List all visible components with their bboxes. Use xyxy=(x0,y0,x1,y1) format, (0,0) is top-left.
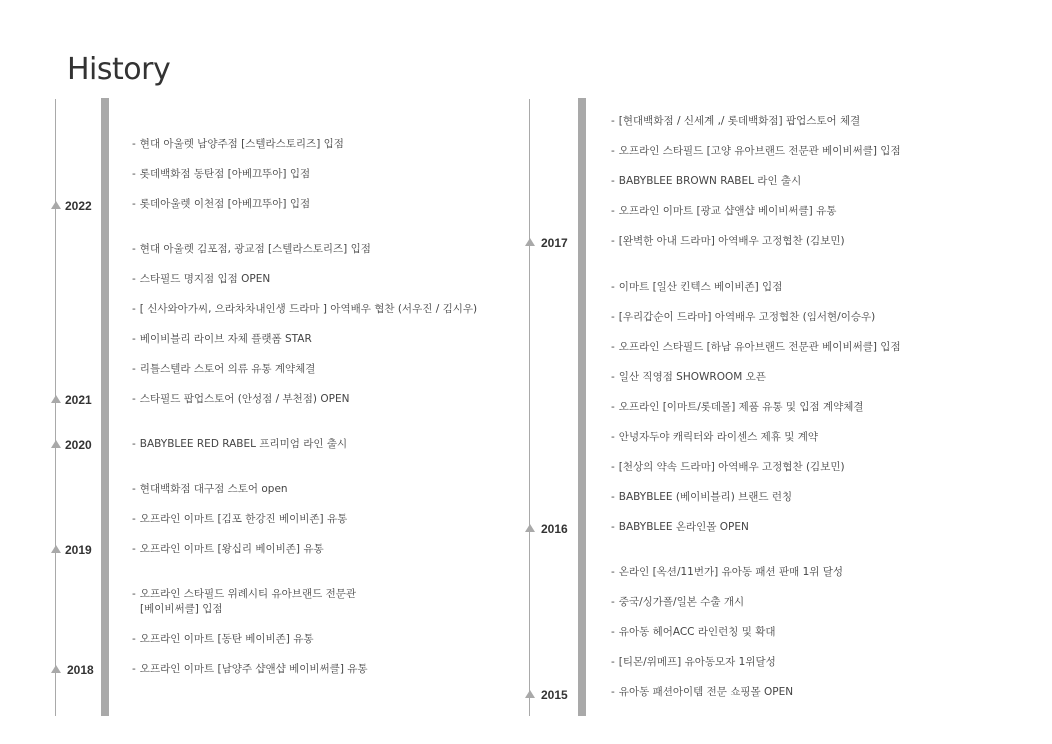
left-timeline-bar xyxy=(101,98,109,716)
year-label-2021: 2021 xyxy=(65,393,92,407)
history-item: - 일산 직영점 SHOWROOM 오픈 xyxy=(611,371,766,383)
history-item: - 베이비블리 라이브 자체 플랫폼 STAR xyxy=(132,333,312,345)
history-item: - 유아동 헤어ACC 라인런칭 및 확대 xyxy=(611,626,776,638)
history-item: - 오프라인 이마트 [김포 한강진 베이비존] 유통 xyxy=(132,513,348,525)
history-item: - 롯데백화점 동탄점 [아베끄뚜아] 입점 xyxy=(132,168,311,180)
history-item: - [ 신사와아가씨, 으라차차내인생 드라마 ] 아역배우 협찬 (서우진 / 김시우) xyxy=(132,303,478,315)
history-item: - BABYBLEE (베이비블리) 브랜드 런칭 xyxy=(611,491,793,503)
history-item: - 오프라인 [이마트/롯데몰] 제품 유통 및 입점 계약체결 xyxy=(611,401,864,413)
history-item: - 오프라인 이마트 [동탄 베이비존] 유통 xyxy=(132,633,314,645)
history-item: - 현대 아울렛 김포점, 광교점 [스텔라스토리즈] 입점 xyxy=(132,243,371,255)
right-timeline-line xyxy=(529,99,530,716)
history-item-continuation: [베이비써클] 입점 xyxy=(140,603,223,615)
year-label-2017: 2017 xyxy=(541,236,568,250)
history-item: - 유아동 패션아이템 전문 쇼핑몰 OPEN xyxy=(611,686,794,698)
year-marker-icon xyxy=(525,524,535,532)
year-label-2019: 2019 xyxy=(65,543,92,557)
year-label-2016: 2016 xyxy=(541,522,568,536)
year-marker-icon xyxy=(51,395,61,403)
year-label-2022: 2022 xyxy=(65,199,92,213)
history-item: - BABYBLEE 온라인몰 OPEN xyxy=(611,521,749,533)
history-item: - [천상의 약속 드라마] 아역배우 고정협찬 (김보민) xyxy=(611,461,845,473)
year-label-2015: 2015 xyxy=(541,688,568,702)
history-item: - 현대백화점 대구점 스토어 open xyxy=(132,483,288,495)
year-marker-icon xyxy=(525,238,535,246)
year-marker-icon xyxy=(525,690,535,698)
history-item: - 이마트 [일산 킨텍스 베이비존] 입점 xyxy=(611,281,783,293)
year-marker-icon xyxy=(51,665,61,673)
history-item: - [완벽한 아내 드라마] 아역배우 고정협찬 (김보민) xyxy=(611,235,845,247)
left-timeline-line xyxy=(55,99,56,716)
page-title: History xyxy=(67,52,171,87)
history-item: - 오프라인 이마트 [광교 샵앤샵 베이비써클] 유통 xyxy=(611,205,837,217)
year-label-2018: 2018 xyxy=(67,663,94,677)
history-item: - 오프라인 스타필드 [고양 유아브랜드 전문관 베이비써클] 입점 xyxy=(611,145,901,157)
history-item: - 오프라인 이마트 [남양주 샵앤샵 베이비써클] 유통 xyxy=(132,663,368,675)
history-item: - [우리갑순이 드라마] 아역배우 고정협찬 (임서현/이승우) xyxy=(611,311,876,323)
history-item: - BABYBLEE BROWN RABEL 라인 출시 xyxy=(611,175,802,187)
history-item: - 중국/싱가폴/일본 수출 개시 xyxy=(611,596,745,608)
year-marker-icon xyxy=(51,201,61,209)
history-item: - [티몬/위메프] 유아동모자 1위달성 xyxy=(611,656,776,668)
year-marker-icon xyxy=(51,545,61,553)
history-item: - 롯데아울렛 이천점 [아베끄뚜아] 입점 xyxy=(132,198,311,210)
right-timeline-bar xyxy=(578,98,586,716)
history-item: - 안녕자두야 캐릭터와 라이센스 제휴 및 계약 xyxy=(611,431,819,443)
history-item: - 현대 아울렛 남양주점 [스텔라스토리즈] 입점 xyxy=(132,138,344,150)
history-item: - 리틀스텔라 스토어 의류 유통 계약체결 xyxy=(132,363,316,375)
history-item: - 스타필드 명지점 입점 OPEN xyxy=(132,273,271,285)
history-item: - [현대백화점 / 신세계 ,/ 롯데백화점] 팝업스토어 체결 xyxy=(611,115,861,127)
year-marker-icon xyxy=(51,440,61,448)
history-item: - 오프라인 이마트 [왕십리 베이비존] 유통 xyxy=(132,543,324,555)
history-item: - 온라인 [옥션/11번가] 유아동 패션 판매 1위 달성 xyxy=(611,566,844,578)
history-item: - 오프라인 스타필드 [하남 유아브랜드 전문관 베이비써클] 입점 xyxy=(611,341,901,353)
history-item: - BABYBLEE RED RABEL 프리미엄 라인 출시 xyxy=(132,438,348,450)
year-label-2020: 2020 xyxy=(65,438,92,452)
history-item: - 오프라인 스타필드 위례시티 유아브랜드 전문관 [베이비써클] 입점 xyxy=(132,588,357,615)
history-item: - 스타필드 팝업스토어 (안성점 / 부천점) OPEN xyxy=(132,393,350,405)
